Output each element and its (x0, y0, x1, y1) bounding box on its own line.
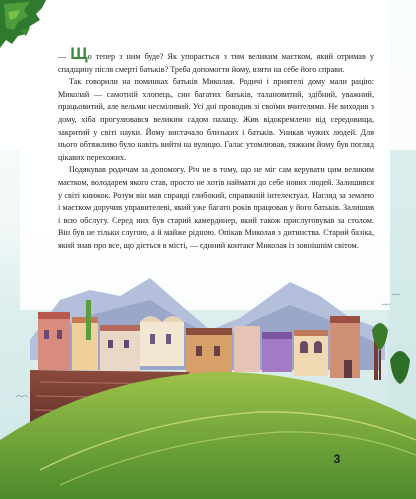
paragraph-2: Так говорили на поминках батьків Миколая. Родичі і приятелі дому мали рацію: Миколай — самотній хлопець, син багатих батьків, талановитий, здібний, уважний, працьовитий, але вельми несміливий. Усі дні проводив зі своїми вчителями. Не виходив з дому, хіба прогулювався великим садом палацу. Жив відокремлено від середовища, закритий у світі науки. Йому вистачало близьких і батьків. Уникав чужих людей. Для нього обтяжливо було навіть вийти на вулицю. Галас утомлював, тяжким йому був погляд цікавих перехожих. (58, 77, 374, 162)
story-text (58, 44, 374, 253)
page-number: 3 (333, 452, 341, 466)
paragraph-1-text: о тепер з ним буде? Як упорається з тим великим маєтком, який отримав у спадщину після смерті батьків? Треба допомогти йому, взяти на себе його справи. (58, 52, 374, 74)
drop-cap: Щ (70, 44, 88, 63)
paragraph-3: Подякував родичам за допомогу. Річ не в тому, що не міг сам керувати цим великим маєтком, володарем якого став, просто не хотів наймати до себе нових людей. Залишився у світі книжок. Розум він мав справді глибокий, справжній інтелектуал. Нагляд за землею і маєтком доручив управителеві, який уже багато років працював у його батьків. Залишив і всю обслугу. Серед них був старий камердинер, який також прислуговував за столом. Він був не тільки слугою, а й майже рідною. Опікав Миколая з дитинства. Старий базіка, який знав про все, що діється в місті, — єдиний контакт Миколая із зовнішнім світом. (58, 165, 374, 250)
dialogue-dash: — (58, 52, 71, 61)
paragraph-1 (58, 44, 374, 76)
